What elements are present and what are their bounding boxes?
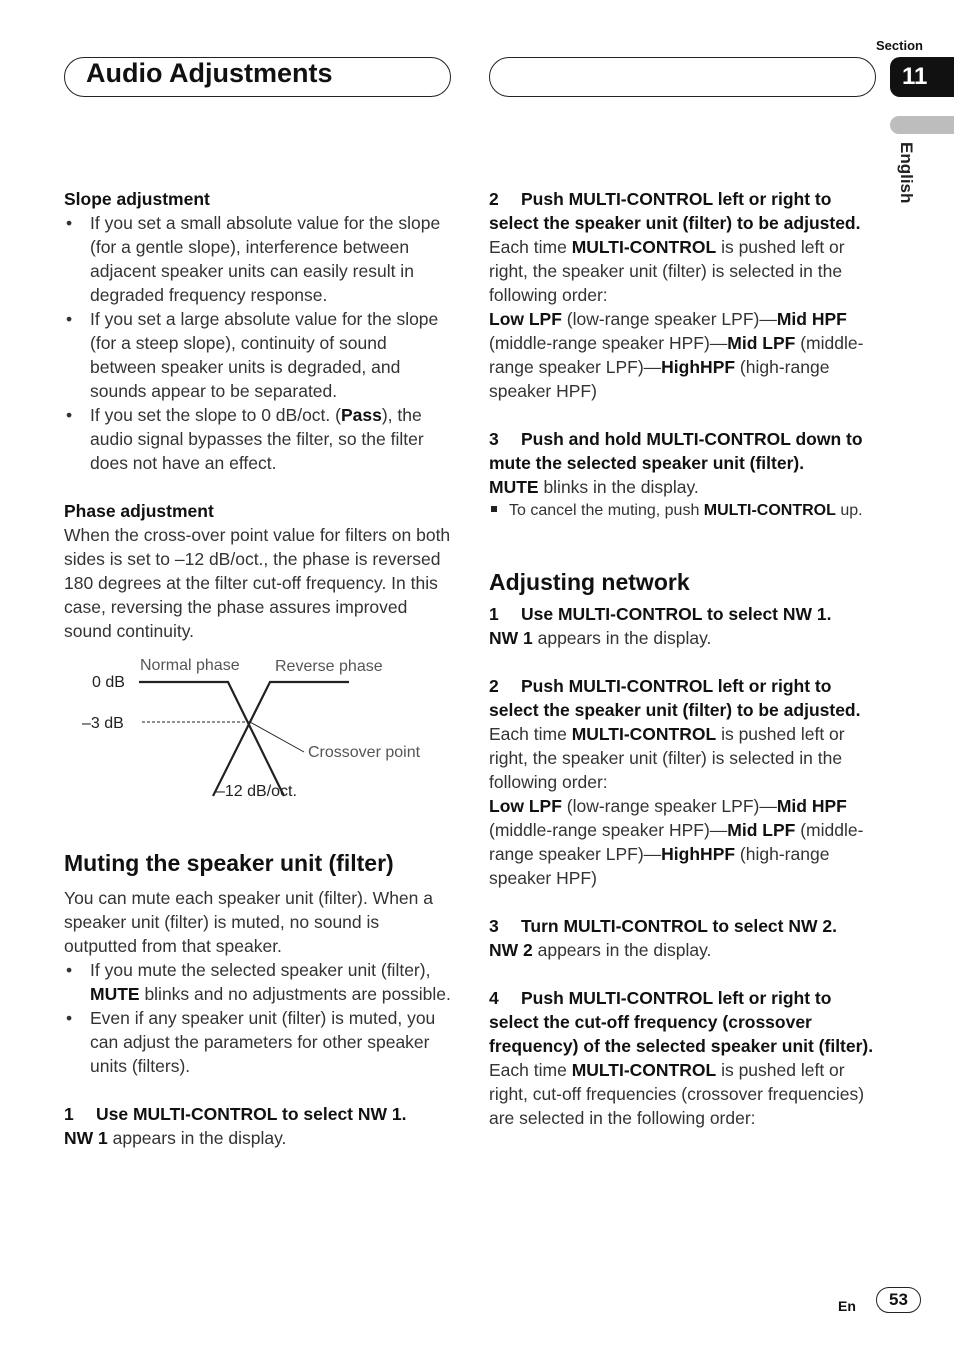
phase-body: When the cross-over point value for filters on both sides is set to –12 dB/oct., the phase is reversed 180 degrees at the filter cut-off frequency. In this case, reversing the phase assures improved sound continuity.: [64, 525, 451, 641]
diagram-label-normal-phase: Normal phase: [140, 657, 240, 674]
page-title: Audio Adjustments: [86, 58, 333, 88]
diagram-label-reverse-phase: Reverse phase: [275, 658, 383, 675]
slope-bullet-2: • If you set a large absolute value for the slope (for a steep slope), continuity of sound between speaker units is degraded, and sounds appear to be separated.: [64, 307, 452, 403]
mute-step-3: 3 Push and hold MULTI-CONTROL down to mute the selected speaker unit (filter).: [489, 429, 863, 473]
mute-step-2-order: Low LPF (low-range speaker LPF)—Mid HPF (middle-range speaker HPF)—Mid LPF (middle-range speaker LPF)—HighHPF (high-range speaker HPF): [489, 309, 864, 401]
muting-bullets: [64, 958, 452, 1078]
left-column-lower: [64, 848, 452, 1150]
language-tab: English: [897, 142, 916, 204]
network-step-3-result: NW 2 appears in the display.: [489, 940, 712, 960]
left-column-upper: [64, 187, 452, 643]
muting-step-1: 1 Use MULTI-CONTROL to select NW 1.: [64, 1104, 407, 1124]
network-step-3: 3 Turn MULTI-CONTROL to select NW 2.: [489, 916, 837, 936]
phase-heading: Phase adjustment: [64, 501, 214, 521]
note-square-icon: [491, 506, 497, 512]
slope-heading: Slope adjustment: [64, 189, 210, 209]
muting-step-1-result: NW 1 appears in the display.: [64, 1128, 287, 1148]
header-right-frame: [489, 57, 876, 97]
right-column: [489, 187, 877, 1130]
mute-step-2: 2 Push MULTI-CONTROL left or right to select the speaker unit (filter) to be adjusted.: [489, 189, 861, 233]
network-step-2-order: Low LPF (low-range speaker LPF)—Mid HPF (middle-range speaker HPF)—Mid LPF (middle-range speaker LPF)—HighHPF (high-range speaker HPF): [489, 796, 864, 888]
diagram-label-3db: –3 dB: [82, 715, 124, 732]
diagram-label-0db: 0 dB: [92, 674, 125, 691]
section-label: Section: [876, 38, 923, 53]
side-tab-marker: [890, 116, 954, 134]
mute-step-2-body: Each time MULTI-CONTROL is pushed left or right, the speaker unit (filter) is selected in the following order:: [489, 237, 845, 305]
muting-body: You can mute each speaker unit (filter). When a speaker unit (filter) is muted, no sound is outputted from that speaker.: [64, 888, 433, 956]
page-number: 53: [876, 1287, 921, 1313]
slope-bullet-3: • If you set the slope to 0 dB/oct. (Pass), the audio signal bypasses the filter, so the filter does not have an effect.: [64, 403, 452, 475]
muting-bullet-2: • Even if any speaker unit (filter) is muted, you can adjust the parameters for other speaker units (filters).: [64, 1006, 452, 1078]
section-number: 11: [890, 57, 954, 97]
muting-bullet-1: • If you mute the selected speaker unit (filter), MUTE blinks and no adjustments are possible.: [64, 958, 452, 1006]
mute-step-3-result: MUTE blinks in the display.: [489, 477, 699, 497]
mute-step-3-note: To cancel the muting, push MULTI-CONTROL up.: [489, 499, 877, 523]
diagram-label-crossover: Crossover point: [308, 744, 421, 761]
network-step-1: 1 Use MULTI-CONTROL to select NW 1.: [489, 604, 832, 624]
slope-bullet-1: • If you set a small absolute value for the slope (for a gentle slope), interference between adjacent speaker units can easily result in degraded frequency response.: [64, 211, 452, 307]
muting-heading: Muting the speaker unit (filter): [64, 850, 394, 876]
diagram-label-slope: –12 dB/oct.: [216, 783, 297, 800]
network-step-4-body: Each time MULTI-CONTROL is pushed left or right, cut-off frequencies (crossover frequencies) are selected in the following order:: [489, 1060, 865, 1128]
diagram-crossover-leader: [250, 722, 304, 752]
network-step-2-body: Each time MULTI-CONTROL is pushed left or right, the speaker unit (filter) is selected in the following order:: [489, 724, 845, 792]
network-step-1-result: NW 1 appears in the display.: [489, 628, 712, 648]
slope-bullets: [64, 211, 452, 475]
network-step-2: 2 Push MULTI-CONTROL left or right to select the speaker unit (filter) to be adjusted.: [489, 676, 861, 720]
footer-language: En: [838, 1298, 856, 1314]
network-heading: Adjusting network: [489, 569, 690, 595]
network-step-4: 4 Push MULTI-CONTROL left or right to select the cut-off frequency (crossover frequency) of the selected speaker unit (filter).: [489, 988, 874, 1056]
phase-diagram: [64, 648, 454, 808]
